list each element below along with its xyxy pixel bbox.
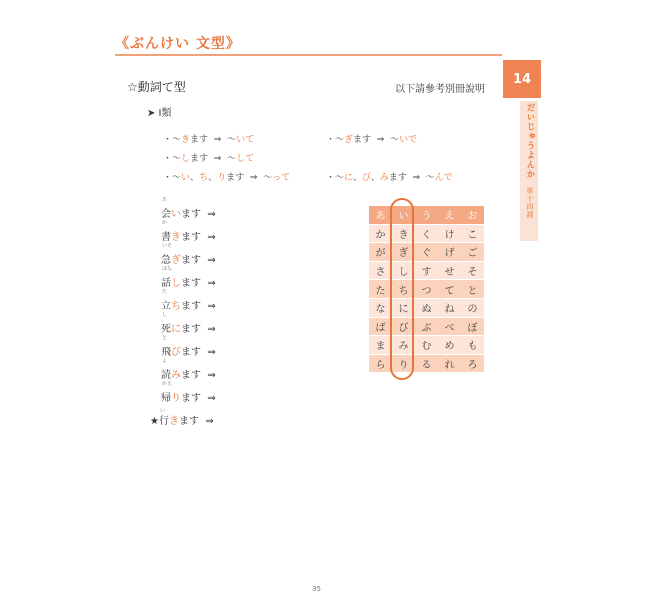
- kana-table-row: [369, 317, 484, 336]
- kana-table-row: [369, 354, 484, 373]
- verb-item: あ 会います ⇒: [161, 197, 216, 220]
- kana-cell: む: [415, 336, 438, 355]
- kana-cell: ま: [369, 336, 392, 355]
- rule-gi: ・～ぎます ⇒ ～いで: [326, 135, 418, 145]
- kana-header-cell: お: [461, 206, 484, 224]
- kana-cell: さ: [369, 261, 392, 280]
- lesson-side-title: だいじゅうよんか: [525, 103, 535, 179]
- kana-cell: れ: [438, 354, 461, 373]
- kana-cell: に: [392, 298, 415, 317]
- kana-cell: ろ: [461, 354, 484, 373]
- kana-cell: た: [369, 280, 392, 299]
- kana-cell: そ: [461, 261, 484, 280]
- header-divider: [115, 54, 502, 56]
- kana-cell: き: [392, 224, 415, 243]
- kana-cell: し: [392, 261, 415, 280]
- rule-ki: ・～きます ⇒ ～いて: [163, 135, 255, 145]
- verb-item: はな 話します ⇒: [161, 266, 216, 289]
- kana-cell: み: [392, 336, 415, 355]
- kana-cell: け: [438, 224, 461, 243]
- kana-cell: す: [415, 261, 438, 280]
- kana-cell: て: [438, 280, 461, 299]
- verb-item: いそ 急ぎます ⇒: [161, 243, 216, 266]
- kana-cell: も: [461, 336, 484, 355]
- kana-cell: ぶ: [415, 317, 438, 336]
- reference-note: 以下請參考別冊說明: [395, 84, 485, 95]
- kana-cell: ご: [461, 243, 484, 262]
- kana-cell: ね: [438, 298, 461, 317]
- kana-header-cell: え: [438, 206, 461, 224]
- verb-item: し 死にます ⇒: [161, 312, 216, 335]
- kana-cell: べ: [438, 317, 461, 336]
- kana-table-row: [369, 280, 484, 299]
- kana-header-cell: い: [392, 206, 415, 224]
- kana-cell: び: [392, 317, 415, 336]
- kana-table-row: [369, 261, 484, 280]
- kana-cell: ぬ: [415, 298, 438, 317]
- kana-cell: ぐ: [415, 243, 438, 262]
- lesson-side-label: [522, 103, 536, 219]
- kana-cell: と: [461, 280, 484, 299]
- kana-table-header-row: [369, 206, 484, 224]
- kana-cell: ぎ: [392, 243, 415, 262]
- kana-cell: ぼ: [461, 317, 484, 336]
- kana-table-row: [369, 336, 484, 355]
- kana-cell: の: [461, 298, 484, 317]
- kana-table-row: [369, 298, 484, 317]
- kana-cell: ち: [392, 280, 415, 299]
- kana-cell: な: [369, 298, 392, 317]
- verb-item: た 立ちます ⇒: [161, 289, 216, 312]
- lesson-number-tab: 14: [503, 60, 541, 98]
- verb-item: か 書きます ⇒: [161, 220, 216, 243]
- rule-shi: ・～します ⇒ ～して: [163, 154, 255, 164]
- kana-cell: つ: [415, 280, 438, 299]
- lesson-side-subtitle: 第十四課: [526, 186, 534, 219]
- i-column-highlight-ring: [390, 198, 414, 380]
- kana-table-row: [369, 224, 484, 243]
- kana-cell: げ: [438, 243, 461, 262]
- kana-cell: が: [369, 243, 392, 262]
- rule-i-chi-ri: ・～い、ち、ります ⇒ ～って: [163, 173, 291, 183]
- kana-cell: せ: [438, 261, 461, 280]
- kana-table-row: [369, 243, 484, 262]
- kana-cell: か: [369, 224, 392, 243]
- verb-item: かえ 帰ります ⇒: [161, 381, 216, 404]
- verb-item-exception: ★ い 行きます ⇒: [150, 408, 214, 427]
- section-title: ☆動詞て型: [127, 80, 186, 94]
- group-label: ➤ Ⅰ類: [147, 108, 172, 119]
- kana-table: [369, 206, 484, 373]
- kana-cell: め: [438, 336, 461, 355]
- kana-cell: り: [392, 354, 415, 373]
- star-icon: ★: [150, 416, 159, 427]
- verb-item: よ 読みます ⇒: [161, 358, 216, 381]
- kana-cell: る: [415, 354, 438, 373]
- kana-header-cell: う: [415, 206, 438, 224]
- kana-header-cell: あ: [369, 206, 392, 224]
- kana-cell: く: [415, 224, 438, 243]
- kana-cell: ら: [369, 354, 392, 373]
- page-header-title: 《ぶんけい 文型》: [115, 36, 241, 52]
- kana-cell: こ: [461, 224, 484, 243]
- verb-item: と 飛びます ⇒: [161, 335, 216, 358]
- kana-cell: ば: [369, 317, 392, 336]
- page-number: 35: [312, 585, 321, 593]
- rule-ni-bi-mi: ・～に、び、みます ⇒ ～んで: [326, 173, 453, 183]
